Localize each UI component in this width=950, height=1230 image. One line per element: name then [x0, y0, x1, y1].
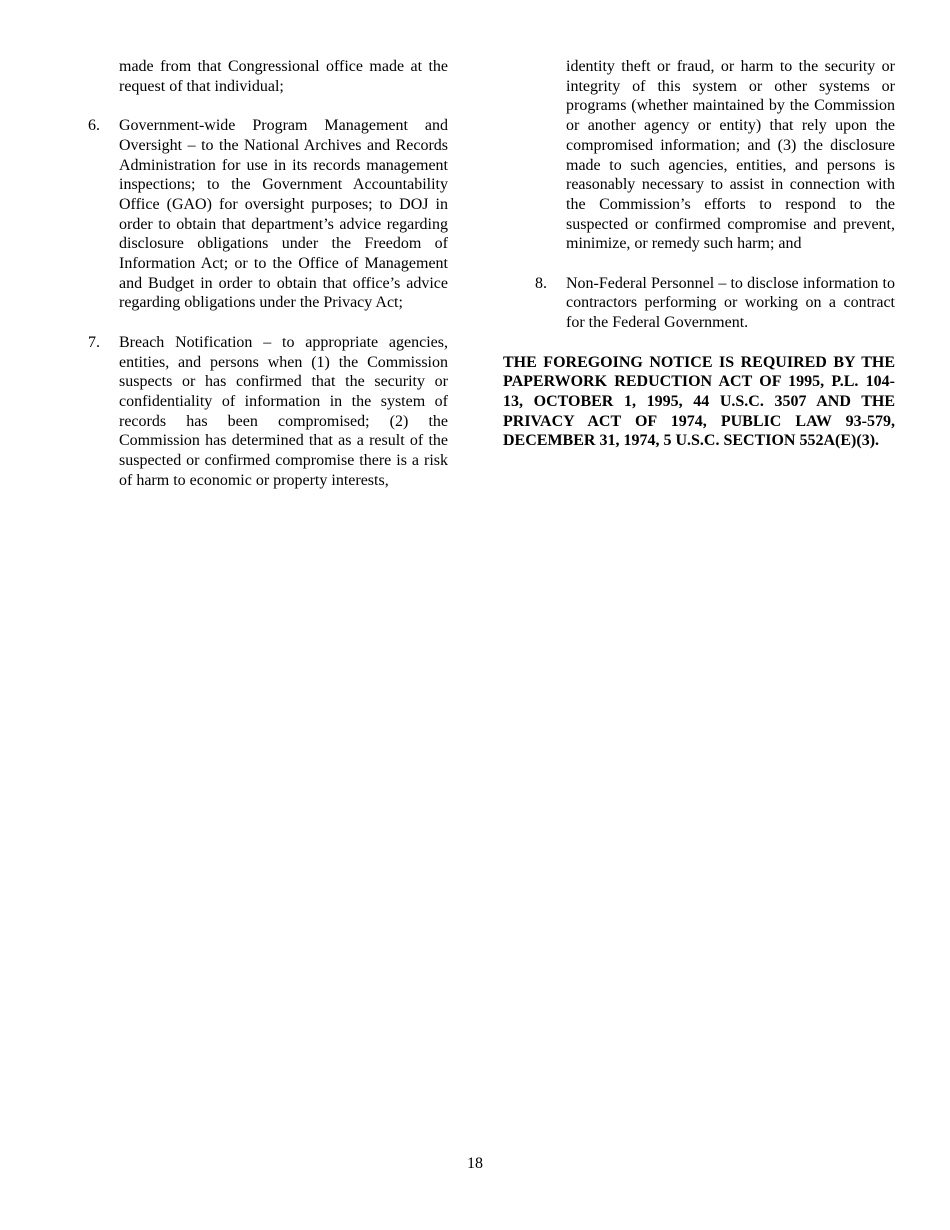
right-column — [503, 57, 895, 451]
page-number: 18 — [467, 1155, 483, 1172]
legal-notice: THE FOREGOING NOTICE IS REQUIRED BY THE PAPERWORK REDUCTION ACT OF 1995, P.L. 104-13, OCTOBER 1, 1995, 44 U.S.C. 3507 AND THE PRIVACY ACT OF 1974, PUBLIC LAW 93-579, DECEMBER 31, 1974, 5 U.S.C. SECTION 552A(E)(3). — [503, 353, 895, 450]
continuation-paragraph: made from that Congressional office made at the request of that individual; — [119, 58, 448, 95]
list-item-7 — [88, 333, 448, 491]
list-item-text: Non-Federal Personnel – to disclose information to contractors performing or working on a contract for the Federal Government. — [566, 274, 895, 332]
list-item-number: 8. — [535, 274, 547, 292]
list-item-text: Breach Notification – to appropriate agencies, entities, and persons when (1) the Commission suspects or has confirmed that the security or confidentiality of information in the system of records has been compromised; (2) the Commission has determined that as a result of the suspected or confirmed compromise there is a risk of harm to economic or property interests, — [119, 333, 448, 489]
list-item-number: 7. — [88, 333, 100, 351]
list-item-6 — [88, 116, 448, 313]
left-column — [88, 57, 448, 490]
list-item-8 — [535, 274, 895, 333]
list-item-text: Government-wide Program Management and Oversight – to the National Archives and Records Administration for use in its records management inspections; to the Government Accountability Office (GAO) for oversight purposes; to DOJ in order to obtain that department’s advice regarding disclosure obligations under the Freedom of Information Act; or to the Office of Management and Budget in order to obtain that office’s advice regarding obligations under the Privacy Act; — [119, 117, 448, 312]
continuation-paragraph: identity theft or fraud, or harm to the security or integrity of this system or other systems or programs (whether maintained by the Commission or another agency or entity) that rely upon the compromised information; and (3) the disclosure made to such agencies, entities, and persons is reasonably necessary to assist in connection with the Commission’s efforts to respond to the suspected or confirmed compromise and prevent, minimize, or remedy such harm; and — [566, 58, 895, 253]
list-item-number: 6. — [88, 117, 100, 135]
